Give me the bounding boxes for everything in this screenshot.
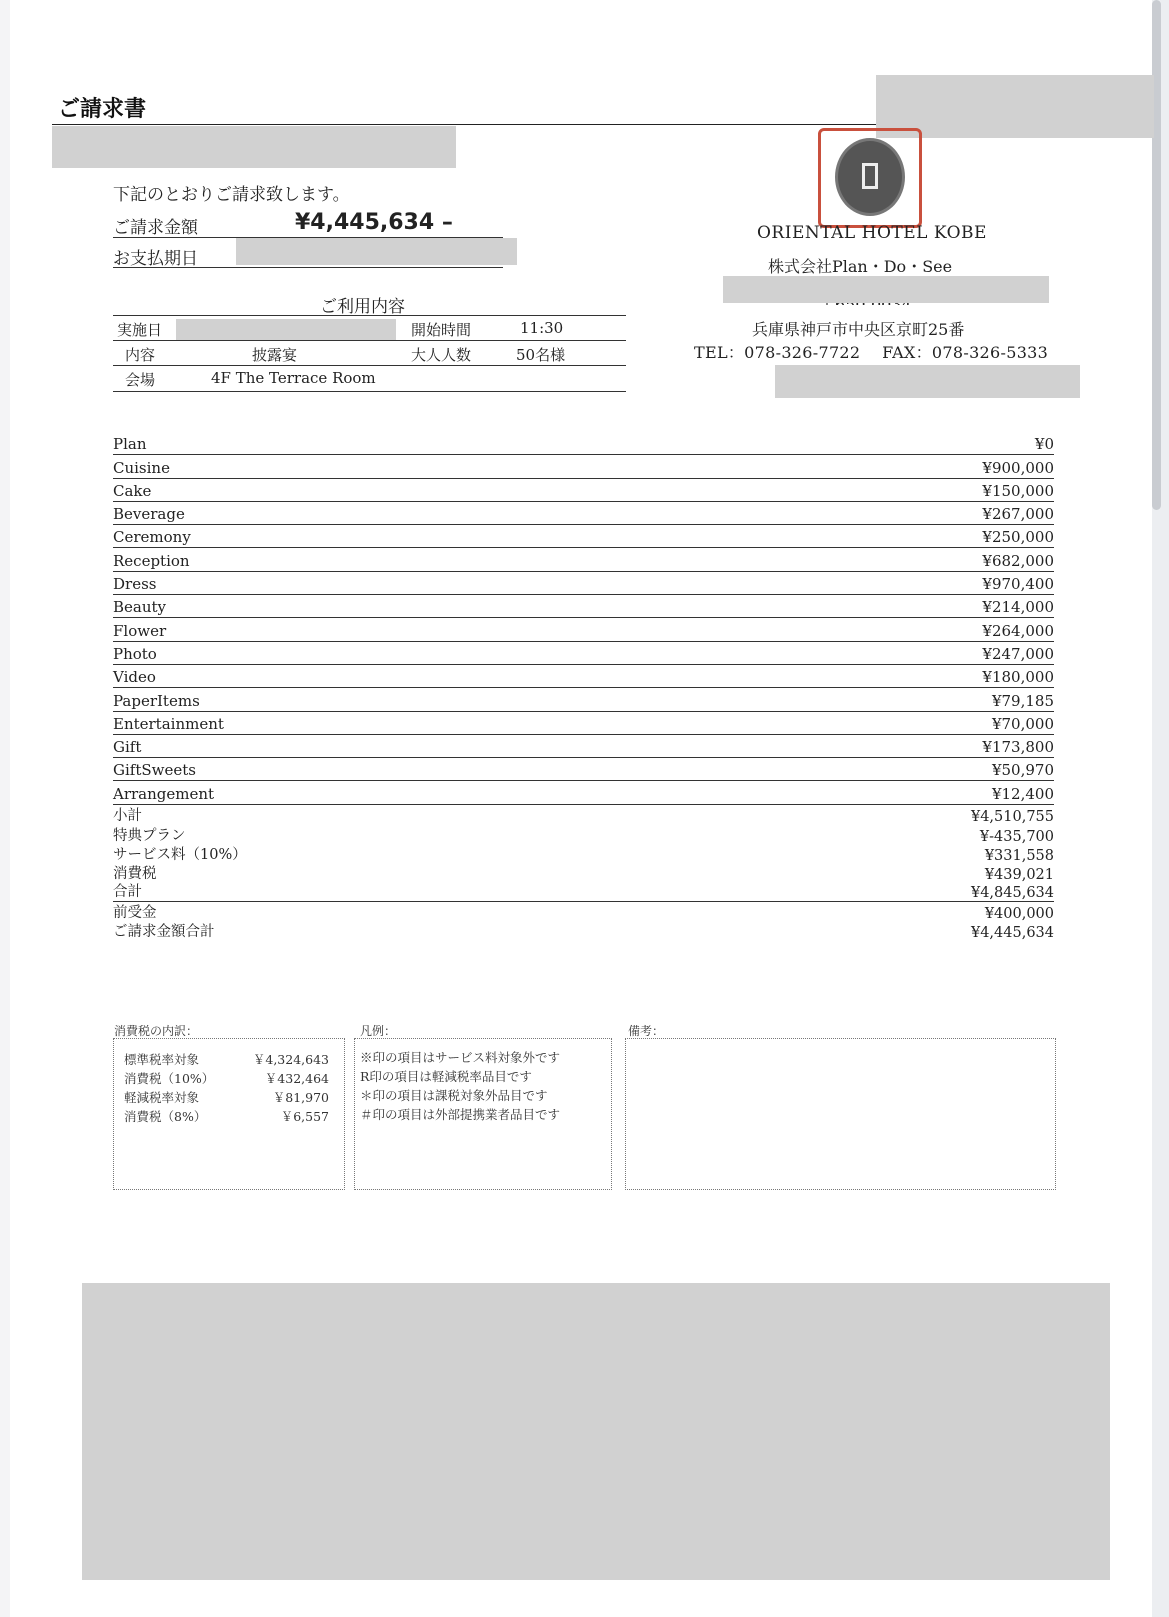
table-row (113, 479, 1054, 502)
line-item-amount: ¥214,000 (982, 598, 1054, 617)
company-seal-stamp (818, 128, 922, 228)
totals-row (113, 883, 1054, 902)
usage-title: ご利用内容 (320, 297, 405, 317)
line-item-amount: ¥50,970 (991, 761, 1054, 780)
line-item-amount: ¥173,800 (982, 738, 1054, 757)
usage-venue-value: 4F The Terrace Room (211, 369, 376, 387)
line-item-label: Arrangement (113, 784, 215, 803)
totals-amount: ¥439,021 (984, 867, 1054, 884)
legend-title: 凡例： (360, 1024, 397, 1038)
usage-rule (113, 315, 626, 316)
redacted-date (176, 319, 396, 340)
table-row (113, 758, 1054, 781)
totals-label: 合計 (113, 884, 142, 901)
totals-row (113, 806, 1054, 825)
line-item-label: Beauty (113, 598, 167, 617)
usage-adults-label: 大人人数 (411, 346, 472, 364)
line-item-label: Video (113, 668, 156, 687)
line-item-label: Cake (113, 481, 152, 500)
line-item-amount: ¥682,000 (982, 551, 1054, 570)
line-item-label: Reception (113, 551, 190, 570)
line-item-amount: ¥267,000 (982, 505, 1054, 524)
usage-date-label: 実施日 (117, 321, 163, 339)
totals-amount: ¥4,445,634 (970, 925, 1054, 942)
table-row (113, 688, 1054, 711)
usage-venue-label: 会場 (125, 371, 156, 389)
totals-label: ご請求金額合計 (113, 924, 215, 941)
company-name-jp: 株式会社Plan・Do・See (768, 257, 953, 276)
line-item-label: Gift (113, 738, 142, 757)
company-name-en: ORIENTAL HOTEL KOBE (757, 223, 987, 243)
line-item-amount: ¥250,000 (982, 528, 1054, 547)
page-title: ご請求書 (58, 97, 147, 122)
totals-label: 前受金 (113, 904, 157, 921)
line-item-label: Beverage (113, 505, 185, 524)
tax-breakdown-amount: ￥432,464 (264, 1071, 329, 1086)
table-row (113, 618, 1054, 641)
usage-rule (113, 340, 626, 341)
totals-amount: ¥-435,700 (979, 828, 1054, 845)
line-item-amount: ¥247,000 (982, 644, 1054, 663)
line-item-amount: ¥12,400 (991, 784, 1054, 803)
table-row (113, 642, 1054, 665)
totals-label: 特典プラン (113, 827, 186, 844)
line-item-amount: ¥70,000 (991, 714, 1054, 733)
totals-table (113, 806, 1054, 941)
totals-row (113, 864, 1054, 883)
totals-label: 小計 (113, 808, 142, 825)
line-item-amount: ¥79,185 (991, 691, 1054, 710)
totals-row (113, 845, 1054, 864)
line-item-label: Plan (113, 435, 147, 454)
line-item-label: Dress (113, 575, 157, 594)
line-item-label: Flower (113, 621, 167, 640)
tax-breakdown-label: 消費税（8%） (124, 1109, 207, 1124)
remarks-title: 備考： (628, 1024, 665, 1038)
legend-item: R印の項目は軽減税率品目です (360, 1069, 532, 1084)
line-item-amount: ¥970,400 (982, 575, 1054, 594)
tax-breakdown-amount: ￥81,970 (272, 1090, 329, 1105)
tax-breakdown-label: 標準税率対象 (124, 1052, 200, 1067)
totals-amount: ¥400,000 (984, 905, 1054, 922)
intro-text: 下記のとおりご請求致します。 (113, 185, 350, 205)
line-item-label: GiftSweets (113, 761, 196, 780)
totals-row (113, 825, 1054, 844)
table-row (113, 735, 1054, 758)
line-item-amount: ¥0 (1034, 435, 1054, 454)
table-row (113, 712, 1054, 735)
totals-amount: ¥331,558 (984, 847, 1054, 864)
totals-label: サービス料（10%） (113, 846, 247, 863)
line-item-label: Photo (113, 644, 157, 663)
usage-start-label: 開始時間 (411, 321, 472, 339)
table-row (113, 455, 1054, 478)
totals-amount: ¥4,845,634 (970, 885, 1054, 902)
amount-label: ご請求金額 (113, 218, 198, 238)
totals-amount: ¥4,510,755 (970, 809, 1054, 826)
table-row (113, 572, 1054, 595)
line-item-label: Entertainment (113, 714, 224, 733)
legend-item: ※印の項目はサービス料対象外です (360, 1050, 561, 1065)
totals-row (113, 922, 1054, 941)
tax-breakdown-amount: ￥6,557 (280, 1109, 329, 1124)
tax-breakdown-amount: ￥4,324,643 (252, 1052, 329, 1067)
totals-row (113, 902, 1054, 921)
usage-rule (113, 391, 626, 392)
usage-content-value: 披露宴 (252, 346, 298, 364)
tax-breakdown-label: 消費税（10%） (124, 1071, 215, 1086)
redacted-due-date (236, 238, 517, 265)
line-item-label: Cuisine (113, 458, 170, 477)
company-phone-fax: TEL：078-326-7722 FAX：078-326-5333 (694, 343, 1049, 362)
line-items-table (113, 432, 1054, 805)
title-rule (52, 124, 877, 125)
table-row (113, 548, 1054, 571)
table-row (113, 781, 1054, 804)
totals-label: 消費税 (113, 866, 157, 883)
usage-rule (113, 365, 626, 366)
table-row (113, 595, 1054, 618)
remarks-box (625, 1038, 1056, 1190)
line-item-amount: ¥264,000 (982, 621, 1054, 640)
legend-item: ＊印の項目は課税対象外品目です (360, 1088, 548, 1103)
line-item-amount: ¥180,000 (982, 668, 1054, 687)
due-date-label: お支払期日 (113, 249, 198, 269)
table-row (113, 665, 1054, 688)
due-date-rule (113, 267, 503, 268)
line-item-label: Ceremony (113, 528, 191, 547)
redacted-block (52, 126, 456, 168)
legend-item: ＃印の項目は外部提携業者品目です (360, 1107, 561, 1122)
seal-emblem-icon (835, 138, 905, 216)
company-address: 兵庫県神戸市中央区京町25番 (752, 320, 965, 339)
usage-content-label: 内容 (125, 346, 156, 364)
tax-breakdown-label: 軽減税率対象 (124, 1090, 200, 1105)
redacted-block (82, 1283, 1110, 1580)
table-row (113, 502, 1054, 525)
tax-breakdown-title: 消費税の内訳： (114, 1024, 199, 1038)
usage-adults-value: 50名様 (516, 346, 566, 364)
line-item-label: PaperItems (113, 691, 200, 710)
table-row (113, 432, 1054, 455)
table-row (113, 525, 1054, 548)
redacted-block (723, 276, 1049, 303)
redacted-block (775, 365, 1080, 398)
amount-value: ¥4,445,634 – (295, 210, 453, 235)
line-item-amount: ¥900,000 (982, 458, 1054, 477)
line-item-amount: ¥150,000 (982, 481, 1054, 500)
usage-start-value: 11:30 (520, 319, 564, 337)
